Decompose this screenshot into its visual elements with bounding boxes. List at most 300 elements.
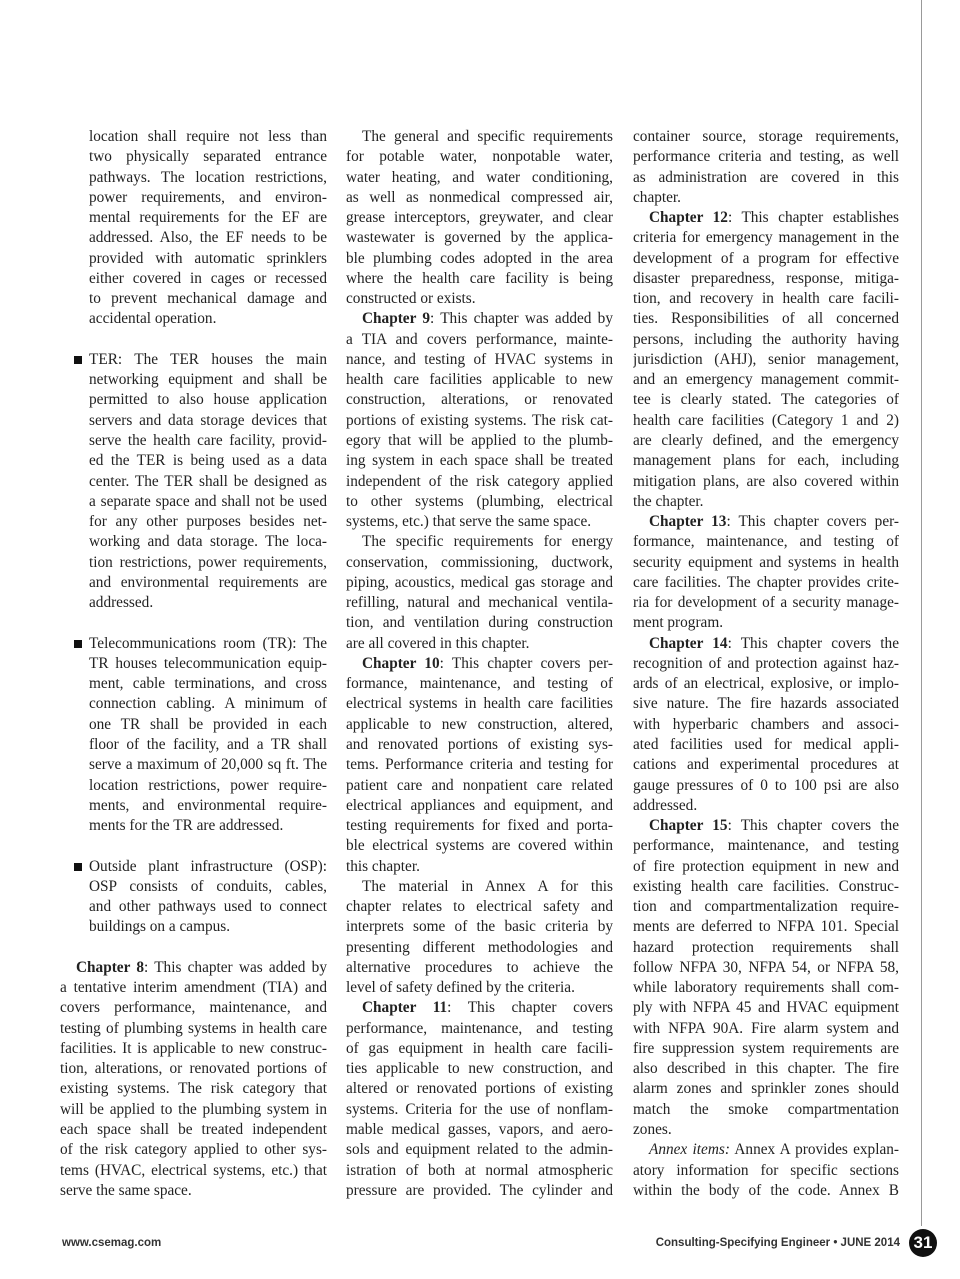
text-line	[346, 411, 613, 431]
text-column-1	[60, 127, 327, 1201]
text-line	[60, 735, 327, 755]
chapter-paragraph	[633, 816, 899, 1140]
text-line	[633, 269, 899, 289]
text-line	[633, 755, 899, 775]
line-text: are clearly defined, and the emergency	[633, 431, 899, 449]
text-line	[346, 492, 613, 512]
line-text: patient care and nonpatient care related	[346, 776, 613, 794]
text-line	[60, 472, 327, 492]
line-text: criteria for emergency management in the	[633, 229, 899, 247]
text-line	[60, 715, 327, 735]
line-text: are all covered in this chapter.	[346, 634, 530, 652]
line-text: either covered in cages or recessed	[89, 269, 327, 287]
line-text: within the body of the code. Annex B	[633, 1181, 899, 1199]
text-line	[346, 593, 613, 613]
text-line	[346, 634, 613, 654]
chapter-paragraph	[633, 208, 899, 512]
text-line	[346, 816, 613, 836]
text-line	[346, 917, 613, 937]
line-text: existing systems. The risk category that	[60, 1080, 327, 1098]
paragraph	[633, 127, 899, 208]
chapter-paragraph	[346, 309, 613, 532]
text-line	[346, 1019, 613, 1039]
paragraph-lead: Chapter 15	[649, 817, 728, 835]
text-line	[633, 654, 899, 674]
text-line	[60, 431, 327, 451]
text-line	[60, 593, 327, 613]
line-text: location restrictions, power require-	[89, 776, 327, 794]
text-line	[60, 309, 327, 329]
text-line	[346, 512, 613, 532]
line-text: The material in Annex A for this	[362, 877, 613, 895]
text-line	[633, 897, 899, 917]
text-line	[346, 269, 613, 289]
text-line	[60, 168, 327, 188]
line-text: tion, alterations, or renovated portions of	[60, 1060, 327, 1078]
line-text: serve a maximum of 20,000 sq ft. The	[89, 756, 327, 774]
line-text: of gas equipment in health care facili-	[346, 1039, 613, 1057]
line-text: interprets some of the basic criteria by	[346, 918, 613, 936]
text-line	[60, 228, 327, 248]
line-text: refilling, natural and mechanical ventila-	[346, 594, 613, 612]
text-line	[346, 1140, 613, 1160]
text-line	[60, 1120, 327, 1140]
text-line	[633, 228, 899, 248]
line-text: a separate space and shall not be used	[89, 492, 327, 510]
line-text: performance, maintenance, and testing	[346, 1019, 613, 1037]
paragraph	[346, 127, 613, 309]
paragraph-lead: Chapter 13	[649, 513, 727, 531]
text-line	[60, 532, 327, 552]
line-text: health care facilities (Category 1 and 2)	[633, 411, 899, 429]
line-text: and environmental requirements are	[89, 573, 327, 591]
line-text: management plans for each, including	[633, 452, 899, 470]
line-text: Telecommunications room (TR): The	[89, 634, 327, 652]
text-line	[633, 613, 899, 633]
text-line	[346, 370, 613, 390]
text-line	[346, 776, 613, 796]
text-line	[60, 857, 327, 877]
text-line	[633, 877, 899, 897]
text-line	[60, 289, 327, 309]
text-line	[633, 512, 899, 532]
line-text: hazard protection requirements shall	[633, 938, 899, 956]
line-text: tion, and ventilation during construction	[346, 614, 613, 632]
text-line	[346, 694, 613, 714]
text-line	[346, 208, 613, 228]
line-text: gauge pressures of 0 to 100 psi are also	[633, 776, 899, 794]
line-text: and renovated portions of existing sys-	[346, 735, 613, 753]
line-text: wastewater is governed by the applica-	[346, 229, 613, 247]
paragraph	[346, 532, 613, 654]
line-text: a tentative interim amendment (TIA) and	[60, 979, 327, 997]
line-text: performance, maintenance, and testing	[633, 837, 899, 855]
text-line	[346, 715, 613, 735]
text-line	[633, 917, 899, 937]
text-line	[346, 998, 613, 1018]
text-line	[60, 816, 327, 836]
text-line	[60, 147, 327, 167]
text-line	[346, 451, 613, 471]
text-line	[633, 978, 899, 998]
line-text: ment program.	[633, 614, 724, 632]
line-text: security equipment and systems in health	[633, 553, 899, 571]
chapter-paragraph	[633, 1140, 899, 1201]
line-text: independent of the risk category applied	[346, 472, 613, 490]
line-text: ments for the TR are addressed.	[89, 817, 284, 835]
line-text: ties. Responsibilities of all concerned	[633, 310, 899, 328]
line-text: to prevent mechanical damage and	[89, 290, 327, 308]
line-text: the chapter.	[633, 492, 704, 510]
paragraph-spacer	[60, 938, 327, 958]
line-text: center. The TER shall be designed as	[89, 472, 327, 490]
line-text: formance, maintenance, and testing of	[346, 675, 613, 693]
line-text: constructed or exists.	[346, 290, 476, 308]
line-text: Annex A provides explan-	[729, 1141, 899, 1159]
text-line	[633, 350, 899, 370]
line-text: ments are deferred to NFPA 101. Special	[633, 918, 899, 936]
text-line	[633, 694, 899, 714]
line-text: : This chapter covers	[447, 999, 613, 1017]
text-line	[633, 674, 899, 694]
line-text: ed the TER is being used as a data	[89, 452, 327, 470]
text-line	[633, 735, 899, 755]
line-text: each space shall be treated independent	[60, 1121, 327, 1139]
line-text: container source, storage requirements,	[633, 128, 899, 145]
footer-website[interactable]: www.csemag.com	[62, 1237, 162, 1249]
paragraph-lead: Annex items:	[649, 1141, 730, 1159]
line-text: systems, etc.) that serve the same space.	[346, 513, 592, 531]
text-line	[346, 309, 613, 329]
text-line	[346, 127, 613, 147]
text-line	[633, 451, 899, 471]
text-line	[633, 492, 899, 512]
line-text: ble plumbing codes adopted in the area	[346, 249, 613, 267]
text-line	[346, 1161, 613, 1181]
line-text: piping, acoustics, medical gas storage and	[346, 573, 613, 591]
bullet-item	[60, 350, 327, 613]
chapter-paragraph	[633, 512, 899, 634]
text-line	[60, 998, 327, 1018]
line-text: chapter.	[633, 188, 681, 206]
text-line	[633, 147, 899, 167]
text-line	[60, 492, 327, 512]
line-text: disaster preparedness, response, mitiga-	[633, 269, 899, 287]
text-line	[633, 857, 899, 877]
line-text: conservation, commissioning, ductwork,	[346, 553, 613, 571]
line-text: : This chapter covers the	[727, 634, 899, 652]
text-line	[633, 127, 899, 147]
text-line	[60, 917, 327, 937]
text-line	[60, 249, 327, 269]
text-line	[633, 796, 899, 816]
text-line	[346, 978, 613, 998]
text-line	[633, 532, 899, 552]
text-line	[346, 472, 613, 492]
chapter-paragraph	[633, 634, 899, 816]
line-text: TR houses telecommunication equip-	[89, 654, 327, 672]
text-line	[633, 309, 899, 329]
line-text: health care facilities applicable to new	[346, 371, 613, 389]
text-line	[346, 188, 613, 208]
text-line	[346, 168, 613, 188]
line-text: : This chapter establishes	[727, 209, 899, 227]
line-text: location shall require not less than	[89, 128, 327, 145]
text-line	[633, 1161, 899, 1181]
line-text: serve the health care facility, provid-	[89, 431, 327, 449]
line-text: with hyperbaric chambers and associ-	[633, 715, 899, 733]
text-line	[633, 1019, 899, 1039]
text-line	[60, 411, 327, 431]
line-text: applicable to new construction, altered,	[346, 715, 613, 733]
text-line	[633, 289, 899, 309]
text-line	[60, 390, 327, 410]
line-text: jurisdiction (AHJ), senior management,	[633, 350, 899, 368]
line-text: this chapter.	[346, 857, 420, 875]
line-text: cations and experimental procedures at	[633, 756, 899, 774]
line-text: buildings on a campus.	[89, 918, 231, 936]
line-text: of fire protection equipment in new and	[633, 857, 899, 875]
line-text: ated facilities used for medical appli-	[633, 735, 899, 753]
text-line	[60, 654, 327, 674]
text-line	[346, 674, 613, 694]
line-text: tion restrictions, power requirements,	[89, 553, 327, 571]
line-text: atory information for specific sections	[633, 1161, 899, 1179]
text-line	[60, 1181, 327, 1201]
bullet-square-icon	[74, 863, 82, 871]
line-text: also described in this chapter. The fire	[633, 1060, 899, 1078]
text-line	[633, 938, 899, 958]
line-text: ria for development of a security manage-	[633, 594, 899, 612]
line-text: recognition of and protection against haz-	[633, 654, 899, 672]
line-text: formance, maintenance, and testing of	[633, 533, 899, 551]
line-text: power requirements, and environ-	[89, 188, 327, 206]
text-line	[60, 897, 327, 917]
line-text: egory that will be applied to the plumb-	[346, 431, 613, 449]
text-line	[633, 958, 899, 978]
line-text: : This chapter was added by	[144, 958, 327, 976]
line-text: covers performance, maintenance, and	[60, 999, 327, 1017]
line-text: as well as nonmedical compressed air,	[346, 188, 613, 206]
line-text: where the health care facility is being	[346, 269, 613, 287]
text-line	[346, 147, 613, 167]
line-text: networking equipment and shall be	[89, 371, 327, 389]
line-text: portions of existing systems. The risk cat-	[346, 411, 613, 429]
text-line	[633, 998, 899, 1018]
line-text: : This chapter covers per-	[439, 654, 613, 672]
text-line	[633, 1100, 899, 1120]
line-text: ards of an electrical, explosive, or implo-	[633, 675, 899, 693]
text-line	[633, 634, 899, 654]
line-text: and other pathways used to connect	[89, 898, 327, 916]
text-line	[346, 1059, 613, 1079]
paragraph-lead: Chapter 8	[76, 958, 144, 976]
line-text: istration of both at normal atmospheric	[346, 1161, 613, 1179]
paragraph-lead: Chapter 9	[362, 310, 430, 328]
text-line	[60, 350, 327, 370]
line-text: connection cabling. A minimum of	[89, 695, 327, 713]
text-line	[346, 330, 613, 350]
text-line	[633, 1181, 899, 1201]
text-line	[60, 877, 327, 897]
page-number-badge: 31	[909, 1229, 937, 1257]
line-text: while laboratory requirements shall com-	[633, 979, 899, 997]
page-edge-divider	[921, 0, 922, 1226]
line-text: as administration are covered in this	[633, 168, 899, 186]
line-text: serve the same space.	[60, 1181, 192, 1199]
line-text: ments, and environmental require-	[89, 796, 327, 814]
line-text: follow NFPA 30, NFPA 54, or NFPA 58,	[633, 958, 899, 976]
line-text: tion, and recovery in health care facili-	[633, 290, 899, 308]
line-text: provided with automatic sprinklers	[89, 249, 327, 267]
line-text: testing requirements for fixed and porta-	[346, 817, 613, 835]
text-line	[633, 1059, 899, 1079]
text-line	[633, 188, 899, 208]
line-text: mental requirements for the EF are	[89, 209, 327, 227]
text-line	[60, 674, 327, 694]
text-line	[346, 431, 613, 451]
text-line	[633, 208, 899, 228]
line-text: tee is clearly stated. The categories of	[633, 391, 899, 409]
text-line	[60, 1140, 327, 1160]
chapter-paragraph	[346, 998, 613, 1201]
text-line	[346, 1100, 613, 1120]
line-text: alternative procedures to achieve the	[346, 958, 613, 976]
line-text: systems. Criteria for the use of nonflam-	[346, 1100, 613, 1118]
text-line	[633, 816, 899, 836]
line-text: tems (HVAC, electrical systems, etc.) that	[60, 1161, 327, 1179]
line-text: facilities. It is applicable to new construc-	[60, 1039, 327, 1057]
text-line	[633, 715, 899, 735]
line-text: persons, including the authority having	[633, 330, 899, 348]
line-text: servers and data storage devices that	[89, 411, 327, 429]
line-text: ble electrical systems are covered within	[346, 837, 613, 855]
line-text: for potable water, nonpotable water,	[346, 148, 613, 166]
line-text: zones.	[633, 1121, 672, 1139]
text-line	[60, 1019, 327, 1039]
line-text: TER: The TER houses the main	[89, 350, 327, 368]
text-line	[346, 553, 613, 573]
line-text: Outside plant infrastructure (OSP):	[89, 857, 327, 875]
text-line	[60, 1161, 327, 1181]
line-text: grease interceptors, greywater, and clear	[346, 209, 613, 227]
bullet-square-icon	[74, 356, 82, 364]
line-text: chapter relates to electrical safety and	[346, 898, 613, 916]
text-line	[633, 411, 899, 431]
line-text: altered or renovated portions of existing	[346, 1080, 613, 1098]
line-text: development of a program for effective	[633, 249, 899, 267]
line-text: : This chapter covers per-	[726, 513, 899, 531]
line-text: to other systems (plumbing, electrical	[346, 492, 613, 510]
text-line	[633, 168, 899, 188]
line-text: working and data storage. The loca-	[89, 533, 327, 551]
text-line	[633, 472, 899, 492]
text-line	[60, 127, 327, 147]
text-column-3	[633, 127, 899, 1201]
paragraph-spacer	[60, 330, 327, 350]
text-line	[60, 776, 327, 796]
line-text: a TIA and covers performance, mainte-	[346, 330, 613, 348]
paragraph-lead: Chapter 11	[362, 999, 448, 1017]
text-line	[346, 654, 613, 674]
paragraph-lead: Chapter 14	[649, 634, 728, 652]
text-line	[346, 613, 613, 633]
text-line	[60, 188, 327, 208]
text-line	[346, 1120, 613, 1140]
text-line	[60, 978, 327, 998]
text-line	[346, 532, 613, 552]
line-text: care facilities. The chapter provides crite-	[633, 573, 899, 591]
text-line	[60, 694, 327, 714]
line-text: alarm zones and sprinkler zones should	[633, 1080, 899, 1098]
text-line	[60, 553, 327, 573]
line-text: will be applied to the plumbing system in	[60, 1100, 327, 1118]
text-line	[346, 897, 613, 917]
text-line	[633, 573, 899, 593]
footer-publication: Consulting-Specifying Engineer • JUNE 2014	[655, 1237, 900, 1249]
text-line	[60, 370, 327, 390]
line-text: mable medical gasses, vapors, and aero-	[346, 1121, 613, 1139]
text-line	[60, 1059, 327, 1079]
line-text: tion and compartmentalization require-	[633, 898, 899, 916]
line-text: ties applicable to new construction, and	[346, 1060, 613, 1078]
line-text: pressure are provided. The cylinder and	[346, 1181, 613, 1199]
line-text: : This chapter was added by	[430, 310, 613, 328]
text-line	[633, 1120, 899, 1140]
text-line	[346, 938, 613, 958]
text-line	[60, 1100, 327, 1120]
text-line	[346, 390, 613, 410]
line-text: The general and specific requirements	[362, 128, 613, 145]
text-line	[346, 735, 613, 755]
chapter-paragraph	[60, 958, 327, 1201]
text-line	[60, 451, 327, 471]
text-line	[60, 573, 327, 593]
text-line	[633, 1079, 899, 1099]
text-line	[346, 573, 613, 593]
text-line	[60, 1039, 327, 1059]
line-text: accidental operation.	[89, 310, 217, 328]
text-line	[633, 553, 899, 573]
text-line	[633, 1039, 899, 1059]
line-text: fire suppression system requirements are	[633, 1039, 899, 1057]
text-line	[60, 208, 327, 228]
text-line	[346, 1181, 613, 1201]
text-line	[346, 877, 613, 897]
line-text: two physically separated entrance	[89, 148, 327, 166]
text-line	[633, 776, 899, 796]
line-text: ply with NFPA 45 and HVAC equipment	[633, 999, 899, 1017]
line-text: sive nature. The fire hazards associated	[633, 695, 899, 713]
text-line	[60, 512, 327, 532]
line-text: The specific requirements for energy	[362, 533, 613, 551]
text-line	[346, 1039, 613, 1059]
line-text: existing health care facilities. Construc-	[633, 877, 899, 895]
line-text: one TR shall be provided in each	[89, 715, 327, 733]
line-text: level of safety defined by the criteria.	[346, 979, 575, 997]
line-text: tems. Performance criteria and testing for	[346, 756, 613, 774]
line-text: with NFPA 90A. Fire alarm system and	[633, 1019, 899, 1037]
text-line	[633, 431, 899, 451]
line-text: construction, alterations, or renovated	[346, 391, 613, 409]
line-text: electrical appliances and equipment, and	[346, 796, 613, 814]
line-text: addressed.	[633, 796, 698, 814]
text-line	[60, 755, 327, 775]
line-text: : This chapter covers the	[727, 817, 899, 835]
line-text: electrical systems in health care facilities	[346, 695, 613, 713]
text-line	[346, 228, 613, 248]
bullet-item	[60, 127, 327, 330]
